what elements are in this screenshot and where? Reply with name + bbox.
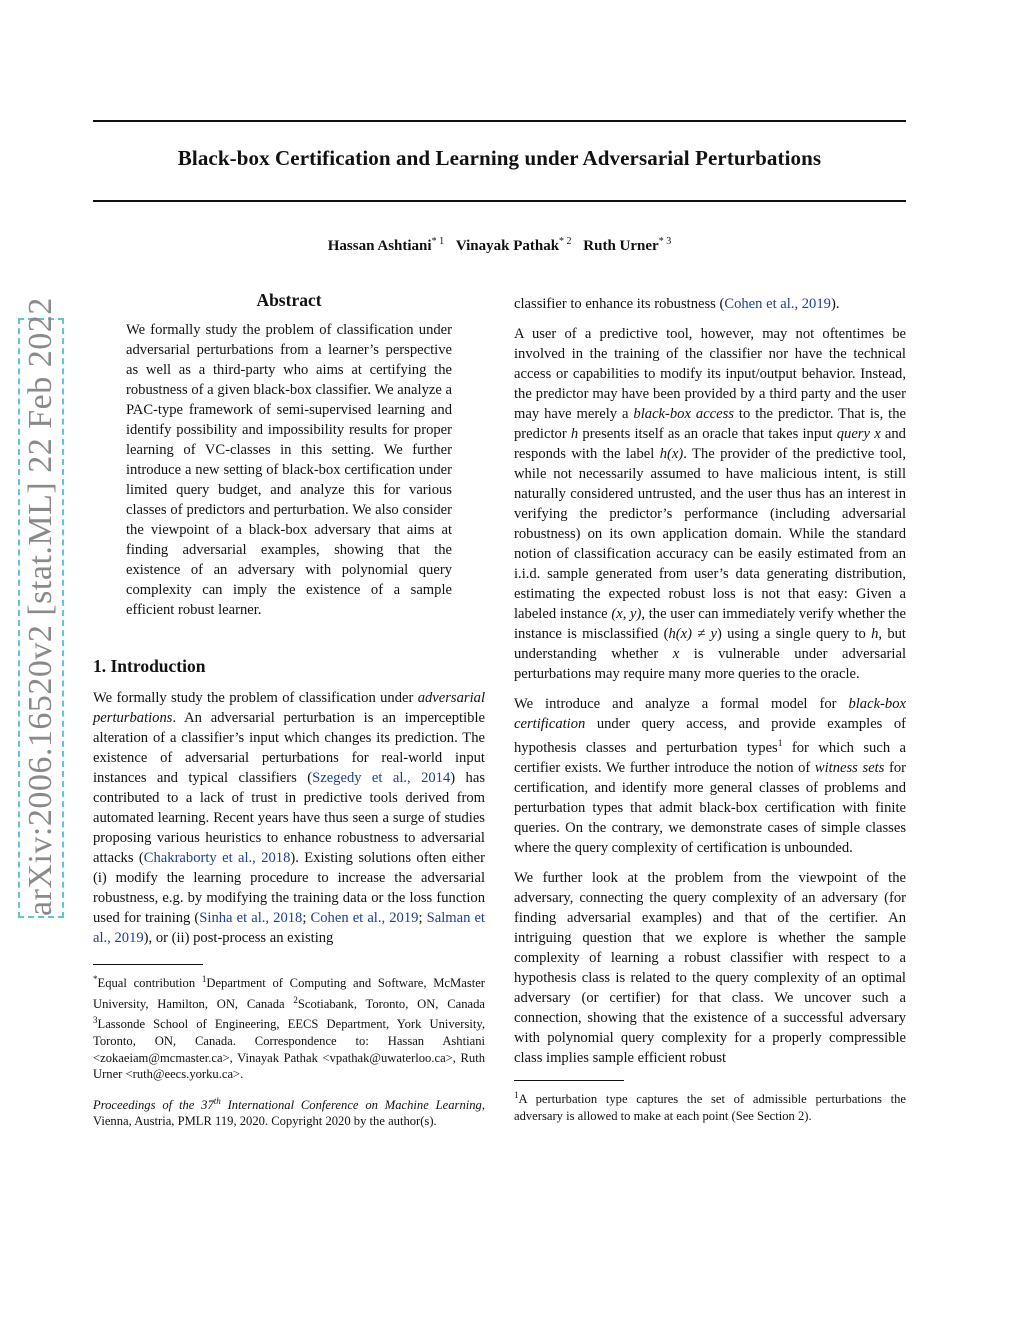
perturbation-footnote: $^1$A perturbation type captures the set of admissible perturbations the adversary is allowed to make at each point (See Section 2). xyxy=(514,1089,906,1123)
author-3: Ruth Urner$^{* 3}$ xyxy=(583,236,672,254)
citation-link[interactable]: Cohen et al., 2019 xyxy=(724,296,831,312)
left-column xyxy=(93,290,485,1140)
footnote-marker[interactable]: 1 xyxy=(777,739,783,749)
right-column xyxy=(514,294,906,1134)
abstract-heading: Abstract xyxy=(256,290,322,310)
citation-link[interactable]: Cohen et al., 2019 xyxy=(310,910,419,926)
intro-paragraph-3: We introduce and analyze a formal model for black-box certification under query access, and provide examples of hypothesis classes and perturbation types$^1$ for which such a certifier exists. We further introduce the notion of witness sets for certification, and identify more general classes of problems and perturbation types that admit black-box certification with finite queries. On the contrary, we demonstrate cases of simple classes where the query complexity of certification is unbounded. xyxy=(514,696,907,856)
citation-link[interactable]: Chakraborty et al., 2018 xyxy=(143,850,291,866)
intro-paragraph-4: We further look at the problem from the viewpoint of the adversary, connecting the query complexity of an adversary (for finding adversarial examples) and that of the certifier. An intriguing question that we explore is whether the sample complexity of learning a robust classifier with respect to a hypothesis class is related to the query complexity of an optimal adversary (or certifier) for that class. We uncover such a connection, showing that the existence of a successful adversary with polynomial query complexity for a properly compressible class implies sample efficient robust xyxy=(514,869,906,1066)
intro-paragraph-1: We formally study the problem of classification under adversarial perturbations. An adversarial perturbation is an imperceptible alteration of a classifier’s input which changes its prediction. The existence of adversarial perturbations for real-world input instances and typical classifiers (Szegedy et al., 2014) has contributed to a lack of trust in predictive tools derived from automated learning. Recent years have thus seen a surge of studies proposing various heuristics to enhance robustness to adversarial attacks (Chakraborty et al., 2018). Existing solutions often either (i) modify the learning procedure to increase the adversarial robustness, e.g. by modifying the training data or the loss function used for training (Sinha et al., 2018; Cohen et al., 2019; Salman et al., 2019), or (ii) post-process an existing xyxy=(93,690,485,946)
title-rule-top xyxy=(93,120,906,122)
citation-link[interactable]: Szegedy et al., 2014 xyxy=(312,770,451,786)
proceedings-footnote: Proceedings of the 37th International Conference on Machine Learning, Vienna, Austria, PMLR 119, 2020. Copyright 2020 by the author(s). xyxy=(93,1095,485,1129)
citation-link[interactable]: Sinha et al., 2018 xyxy=(199,910,303,926)
intro-paragraph-2: A user of a predictive tool, however, may not oftentimes be involved in the training of the classifier nor have the technical access or capabilities to modify its input/output behavior. Instead, the predictor may have been provided by a third party and the user may have merely a black-box access to the predictor. That is, the predictor h presents itself as an oracle that takes input query x and responds with the label h(x). The provider of the predictive tool, while not necessarily assumed to have malicious intent, is still naturally considered untrusted, and the user thus has an interest in verifying the predictor’s performance (including adversarial robustness) on its own application domain. While the standard notion of classification accuracy can be easily estimated from an i.i.d. sample generated from user’s data generating distribution, estimating the expected robust loss is not that easy: Given a labeled instance (x, y), the user can immediately verify whether the instance is misclassified (h(x) ≠ y) using a single query to h, but understanding whether x is vulnerable under adversarial perturbations may require many more queries to the oracle. xyxy=(514,326,907,682)
footnote-rule xyxy=(514,1080,624,1081)
abstract-text: We formally study the problem of classification under adversarial perturbations from a learner’s perspective as well as a third-party who aims at certifying the robustness of a given black-box classifier. We analyze a PAC-type framework of semi-supervised learning and identify possibility and impossibility results for proper learning of VC-classes in this setting. We further introduce a new setting of black-box certification under limited query budget, and analyze this for various classes of predictors and perturbation. We also consider the viewpoint of a black-box adversary that aims at finding adversarial examples, showing that the existence of an adversary with polynomial query complexity can imply the existence of a sample efficient robust learner. xyxy=(126,322,452,618)
arxiv-stamp[interactable]: arXiv:2006.16520v2 [stat.ML] 22 Feb 2022 xyxy=(18,318,64,918)
author-list xyxy=(93,236,906,255)
affiliations-footnote: *Equal contribution $^1$Department of Computing and Software, McMaster University, Hamilton, ON, Canada $^2$Scotiabank, Toronto, ON, Canada $^3$Lassonde School of Engineering, EECS Department, York University, Toronto, ON, Canada. Correspondence to: Hassan Ashtiani <zokaeiam@mcmaster.ca>, Vinayak Pathak <vpathak@uwaterloo.ca>, Ruth Urner <ruth@eecs.yorku.ca>. xyxy=(93,974,485,1082)
paper-title: Black-box Certification and Learning under Adversarial Perturbations xyxy=(177,146,822,170)
author-1: Hassan Ashtiani$^{* 1}$ xyxy=(327,236,445,254)
continued-paragraph: classifier to enhance its robustness (Cohen et al., 2019). xyxy=(514,296,840,312)
title-rule-bottom xyxy=(93,200,906,202)
citation-link[interactable]: Salman et al., 2019 xyxy=(93,910,485,946)
section-heading-introduction: 1. Introduction xyxy=(93,656,206,676)
author-2: Vinayak Pathak$^{* 2}$ xyxy=(455,236,572,254)
footnote-rule xyxy=(93,964,203,965)
